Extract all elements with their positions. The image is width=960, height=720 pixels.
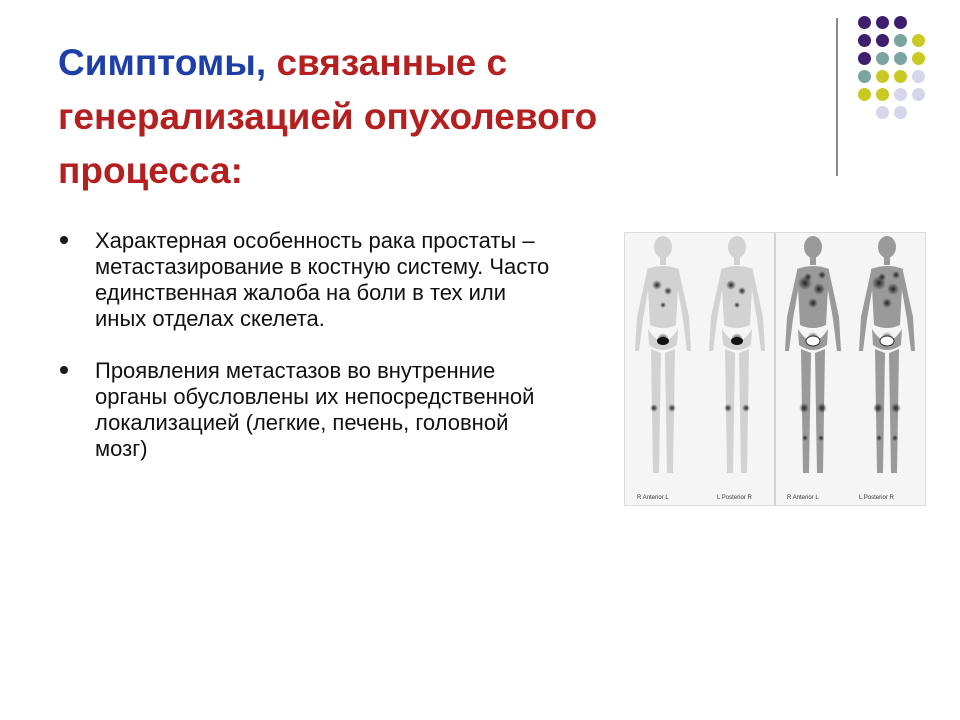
decorative-dot <box>876 16 889 29</box>
scan-label: L Posterior R <box>859 495 894 501</box>
skeleton-figure <box>709 236 765 473</box>
bullet-icon <box>60 366 68 374</box>
title-blue-part: Симптомы, <box>58 42 267 83</box>
decorative-dot <box>876 34 889 47</box>
decorative-dot <box>858 70 871 83</box>
decorative-dot <box>858 52 871 65</box>
decorative-dot <box>876 70 889 83</box>
decorative-dot <box>894 106 907 119</box>
decorative-dot <box>894 70 907 83</box>
decorative-dot <box>858 34 871 47</box>
decorative-dot <box>876 52 889 65</box>
bullet-text: Характерная особенность рака простаты – метастазирование в костную систему. Часто единственная жалоба на боли в тех или иных отделах скелета. <box>95 228 550 331</box>
decorative-divider <box>836 18 838 176</box>
scan-label: R Anterior L <box>637 495 669 501</box>
skeleton-figure <box>859 236 915 473</box>
decorative-dot <box>894 34 907 47</box>
bone-scan-image <box>624 232 926 506</box>
bone-scan-figure <box>625 233 925 505</box>
decorative-dot <box>858 16 871 29</box>
slide-title <box>58 36 618 198</box>
bullet-icon <box>60 236 68 244</box>
bullet-item <box>58 228 558 332</box>
skeleton-figure <box>785 236 841 473</box>
bullet-text: Проявления метастазов во внутренние органы обусловлены их непосредственной локализацией (легкие, печень, головной мозг) <box>95 358 535 461</box>
decorative-dot <box>912 52 925 65</box>
decorative-dot <box>894 88 907 101</box>
decorative-dot <box>912 34 925 47</box>
scan-label: L Posterior R <box>717 495 752 501</box>
decorative-dot <box>876 106 889 119</box>
bullet-item <box>58 358 558 462</box>
decorative-dot <box>894 16 907 29</box>
decorative-dot <box>894 52 907 65</box>
skeleton-figure <box>635 236 691 473</box>
title-red-part: связанные с генерализацией опухолевого процесса: <box>58 42 598 191</box>
decorative-dot <box>876 88 889 101</box>
decorative-dot <box>912 88 925 101</box>
bullet-list <box>58 228 558 488</box>
decorative-dot <box>912 70 925 83</box>
decorative-dot <box>858 88 871 101</box>
scan-label: R Anterior L <box>787 495 819 501</box>
